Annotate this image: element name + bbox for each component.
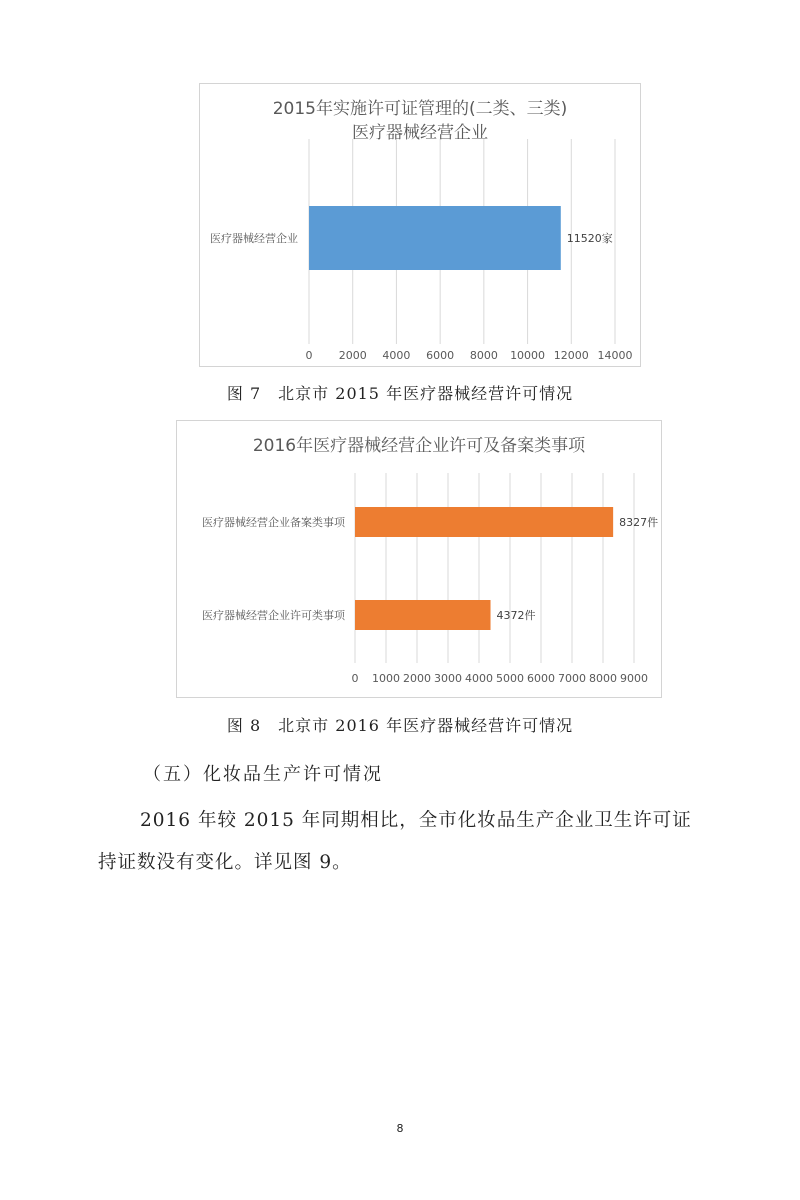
chart-2015-svg	[200, 84, 640, 366]
body-paragraph: 2016 年较 2015 年同期相比，全市化妆品生产企业卫生许可证持证数没有变化。详见图 9。	[98, 810, 692, 873]
x-tick-label: 8000	[469, 349, 498, 362]
x-tick-label: 2000	[338, 349, 367, 362]
bar	[309, 206, 561, 270]
bar	[355, 507, 613, 537]
chart-title-line: 2016年医疗器械经营企业许可及备案类事项	[252, 436, 586, 456]
chart-2016-medical-device-license-filing	[176, 420, 662, 698]
x-tick-label: 10000	[510, 349, 546, 362]
category-label: 医疗器械经营企业备案类事项	[202, 516, 345, 529]
x-tick-label: 14000	[597, 349, 633, 362]
x-tick-label: 7000	[558, 672, 586, 685]
x-tick-label: 0	[351, 672, 359, 685]
x-tick-label: 9000	[620, 672, 648, 685]
x-tick-label: 6000	[426, 349, 455, 362]
chart-2016-svg	[177, 421, 661, 697]
data-label: 8327件	[619, 516, 659, 529]
chart-2015-medical-device-business	[199, 83, 641, 367]
chart-title-line: 医疗器械经营企业	[352, 123, 488, 143]
category-label: 医疗器械经营企业	[210, 232, 298, 245]
data-label: 11520家	[566, 232, 613, 245]
x-tick-label: 5000	[496, 672, 524, 685]
data-label: 4372件	[496, 609, 536, 622]
section-heading-cosmetics: （五）化妆品生产许可情况	[143, 764, 383, 785]
figure-7-caption: 图 7 北京市 2015 年医疗器械经营许可情况	[226, 384, 574, 403]
x-tick-label: 0	[305, 349, 313, 362]
x-tick-label: 4000	[465, 672, 493, 685]
x-tick-label: 1000	[372, 672, 400, 685]
x-tick-label: 2000	[403, 672, 431, 685]
figure-8-caption: 图 8 北京市 2016 年医疗器械经营许可情况	[226, 716, 574, 735]
chart-title-line: 2015年实施许可证管理的(二类、三类)	[272, 99, 568, 119]
x-tick-label: 12000	[553, 349, 589, 362]
x-tick-label: 4000	[382, 349, 411, 362]
x-tick-label: 8000	[589, 672, 617, 685]
page-number: 8	[396, 1122, 404, 1135]
x-tick-label: 3000	[434, 672, 462, 685]
bar	[355, 600, 491, 630]
category-label: 医疗器械经营企业许可类事项	[202, 609, 345, 622]
x-tick-label: 6000	[527, 672, 555, 685]
